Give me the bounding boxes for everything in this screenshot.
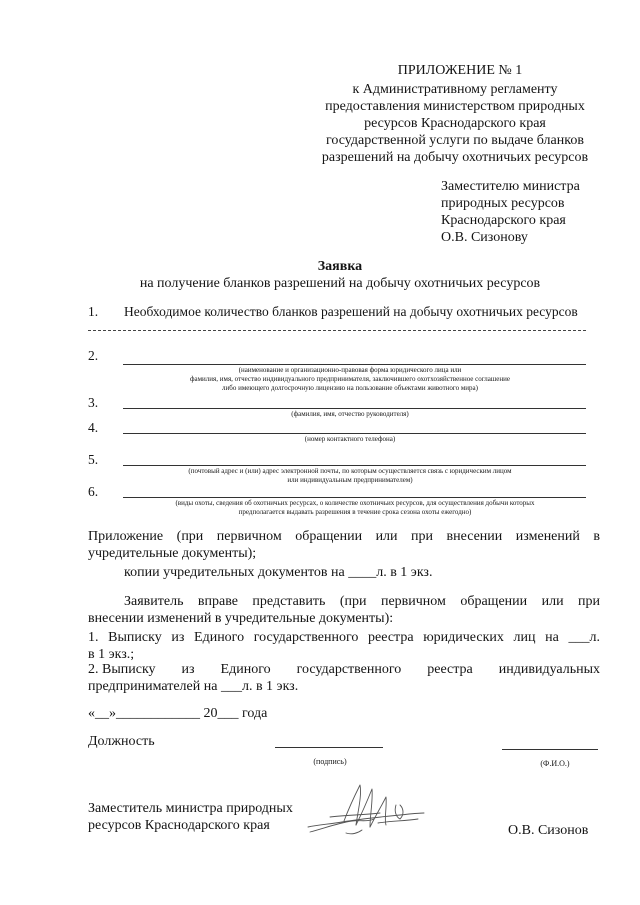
hint-line: либо имеющего долгосрочную лицензию на пользование объектами животного мира) — [222, 384, 478, 392]
optional-item-2-word: 2. Выписку — [88, 662, 156, 677]
optional-item-2-word: из — [181, 662, 195, 677]
item-4-field[interactable] — [123, 433, 586, 434]
document-title: Заявка — [317, 259, 363, 274]
hint-line: (виды охоты, сведения об охотничьих ресурсах, о количестве охотничьих ресурсов, для осуществления добычи которых — [175, 499, 535, 507]
item-1-field[interactable] — [88, 330, 586, 331]
handwritten-signature — [300, 775, 450, 845]
item-number-1: 1. — [88, 304, 99, 319]
addressee-line: О.В. Сизонову — [441, 230, 528, 245]
item-3-field[interactable] — [123, 408, 586, 409]
appendix-line: ресурсов Краснодарского края — [364, 116, 546, 131]
signer-name: О.В. Сизонов — [508, 823, 589, 838]
signer-line: ресурсов Краснодарского края — [88, 818, 270, 833]
item-number-5: 5. — [88, 452, 99, 467]
appendix-line: разрешений на добычу охотничьих ресурсов — [321, 150, 589, 165]
optional-item-2-word: реестра — [427, 662, 473, 677]
attachment-line-1: Приложение (при первичном обращении или при внесении изменений в — [88, 529, 600, 544]
appendix-title: ПРИЛОЖЕНИЕ № 1 — [397, 63, 523, 78]
optional-line-1: Заявитель вправе представить (при первичном обращении или при — [124, 594, 600, 609]
addressee-line: Краснодарского края — [441, 213, 566, 228]
optional-item-1-cont: в 1 экз.; — [88, 647, 135, 662]
optional-item-1: 1. Выписку из Единого государственного реестра юридических лиц на ___л. — [88, 630, 600, 645]
document-subtitle: на получение бланков разрешений на добычу охотничьих ресурсов — [139, 276, 541, 291]
item-number-4: 4. — [88, 420, 99, 435]
appendix-line: к Административному регламенту — [352, 82, 558, 97]
optional-item-2-word: государственного — [296, 662, 402, 677]
appendix-text — [300, 81, 610, 166]
name-hint: (Ф.И.О.) — [540, 759, 570, 768]
optional-item-2-cont: предпринимателей на ___л. в 1 экз. — [88, 679, 299, 694]
item-6-hint — [110, 499, 600, 517]
hint-line: или индивидуальным предпринимателем) — [287, 476, 413, 484]
name-field[interactable] — [502, 749, 598, 750]
signer-line: Заместитель министра природных — [88, 801, 293, 816]
optional-item-2-word: индивидуальных — [498, 662, 600, 677]
addressee — [441, 178, 631, 246]
date-line[interactable]: «__»____________ 20___ года — [88, 706, 268, 721]
item-number-2: 2. — [88, 348, 99, 363]
item-number-3: 3. — [88, 395, 99, 410]
item-5-field[interactable] — [123, 465, 586, 466]
optional-item-2-word: Единого — [220, 662, 271, 677]
item-1-text: Необходимое количество бланков разрешений на добычу охотничьих ресурсов — [124, 304, 578, 319]
hint-line: (почтовый адрес и (или) адрес электронной почты, по которым осуществляется связь с юридическим лицом — [188, 467, 512, 475]
appendix-line: государственной услуги по выдаче бланков — [326, 133, 584, 148]
item-number-6: 6. — [88, 484, 99, 499]
item-5-hint — [110, 467, 590, 485]
item-2-hint — [110, 366, 590, 393]
optional-line-2: внесении изменений в учредительные документы): — [88, 611, 394, 626]
item-6-field[interactable] — [123, 497, 586, 498]
hint-line: предполагается выдавать разрешения в течение срока сезона охоты ежегодно) — [238, 508, 472, 516]
item-4-hint: (номер контактного телефона) — [304, 435, 396, 443]
hint-line: фамилия, имя, отчество индивидуального предпринимателя, заключившего охотхозяйственное соглашение — [189, 375, 510, 383]
attachment-line-2: учредительные документы); — [88, 546, 257, 561]
hint-line: (наименование и организационно-правовая форма юридического лица или — [238, 366, 462, 374]
optional-item-2 — [88, 661, 600, 678]
item-2-field[interactable] — [123, 364, 586, 365]
signature-field[interactable] — [275, 747, 383, 748]
item-3-hint: (фамилия, имя, отчество руководителя) — [291, 410, 409, 418]
addressee-line: природных ресурсов — [441, 196, 565, 211]
signature-hint: (подпись) — [313, 757, 347, 766]
position-label: Должность — [88, 734, 155, 749]
addressee-line: Заместителю министра — [441, 179, 580, 194]
attachment-copies: копии учредительных документов на ____л. в 1 экз. — [124, 565, 433, 580]
appendix-line: предоставления министерством природных — [325, 99, 585, 114]
